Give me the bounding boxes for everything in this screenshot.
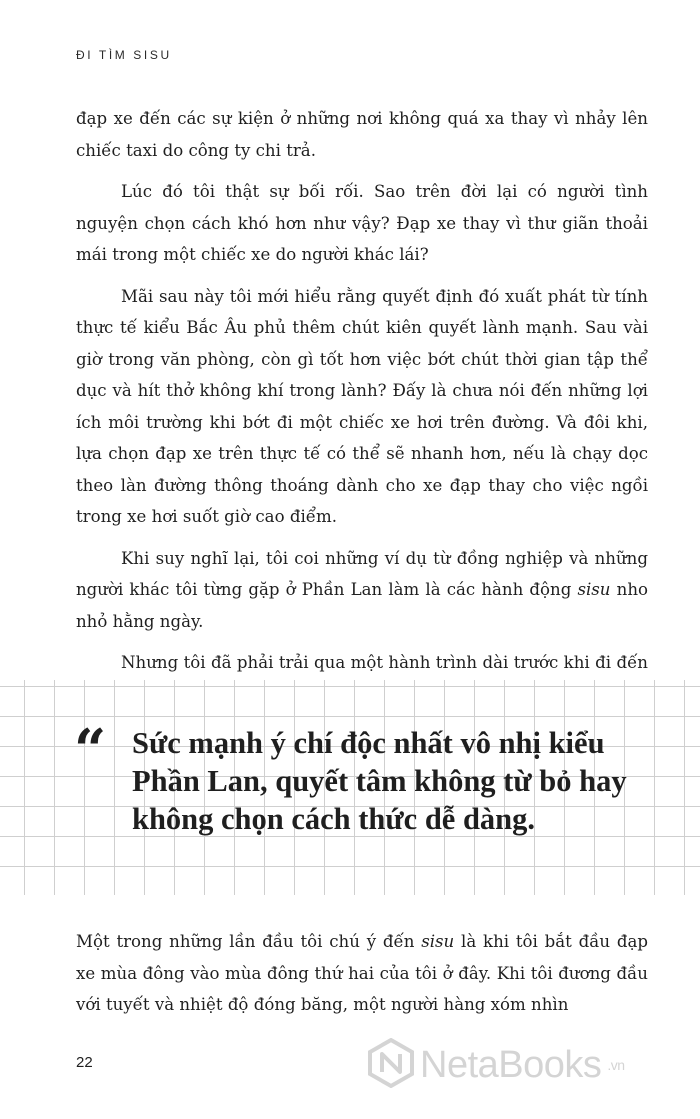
paragraph-text: Một trong những lần đầu tôi chú ý đến <box>76 932 422 951</box>
paragraph: Nhưng tôi đã phải trải qua một hành trình dài trước khi đi đến <box>121 653 648 672</box>
paragraph <box>76 926 648 1021</box>
paragraph-text: Khi suy nghĩ lại, tôi coi những ví dụ từ đồng nghiệp và những người khác tôi từng gặp ở Phần Lan làm là các hành động <box>76 548 648 599</box>
italic-term: sisu <box>421 932 455 951</box>
paragraph: Mãi sau này tôi mới hiểu rằng quyết định đó xuất phát từ tính thực tế kiểu Bắc Âu phủ thêm chút kiên quyết lành mạnh. Sau vài giờ trong văn phòng, còn gì tốt hơn việc bớt chút thời gian tập thể dục và hít thở không khí trong lành? Đấy là chưa nói đến những lợi ích môi trường khi bớt đi một chiếc xe hơi trên đường. Và đôi khi, lựa chọn đạp xe trên thực tế có thể sẽ nhanh hơn, nếu là chạy dọc theo làn đường thông thoáng dành cho xe đạp thay cho việc ngồi trong xe hơi suốt giờ cao điểm. <box>76 286 648 526</box>
paragraph-text: là khi tôi bắt đầu đạp xe mùa đông vào mùa đông thứ hai của tôi ở đây. Khi tôi đương đầu với tuyết và nhiệt độ đóng băng, một người hàng xóm nhìn <box>76 932 648 1014</box>
paragraph: đạp xe đến các sự kiện ở những nơi không quá xa thay vì nhảy lên chiếc taxi do công ty chi trả. <box>76 109 648 160</box>
body-text-top <box>76 103 648 710</box>
paragraph: Lúc đó tôi thật sự bối rối. Sao trên đời lại có người tình nguyện chọn cách khó hơn như vậy? Đạp xe thay vì thư giãn thoải mái trong một chiếc xe do người khác lái? <box>76 182 648 264</box>
page-number: 22 <box>76 1054 93 1071</box>
watermark-text: NetaBooks <box>420 1043 602 1086</box>
watermark <box>368 1038 625 1092</box>
italic-term: sisu <box>577 580 611 599</box>
netabooks-logo-icon <box>368 1038 414 1092</box>
pullquote-text: Sức mạnh ý chí độc nhất vô nhị kiểu Phần Lan, quyết tâm không từ bỏ hay không chọn cách thức dễ dàng. <box>132 726 627 836</box>
body-text-bottom <box>76 926 648 1021</box>
quote-mark: “ <box>74 717 107 783</box>
watermark-suffix: .vn <box>607 1057 625 1073</box>
paragraph-text: nho nhỏ hằng ngày. <box>76 580 648 631</box>
paragraph <box>76 543 648 638</box>
running-head: ĐI TÌM SISU <box>76 48 172 62</box>
